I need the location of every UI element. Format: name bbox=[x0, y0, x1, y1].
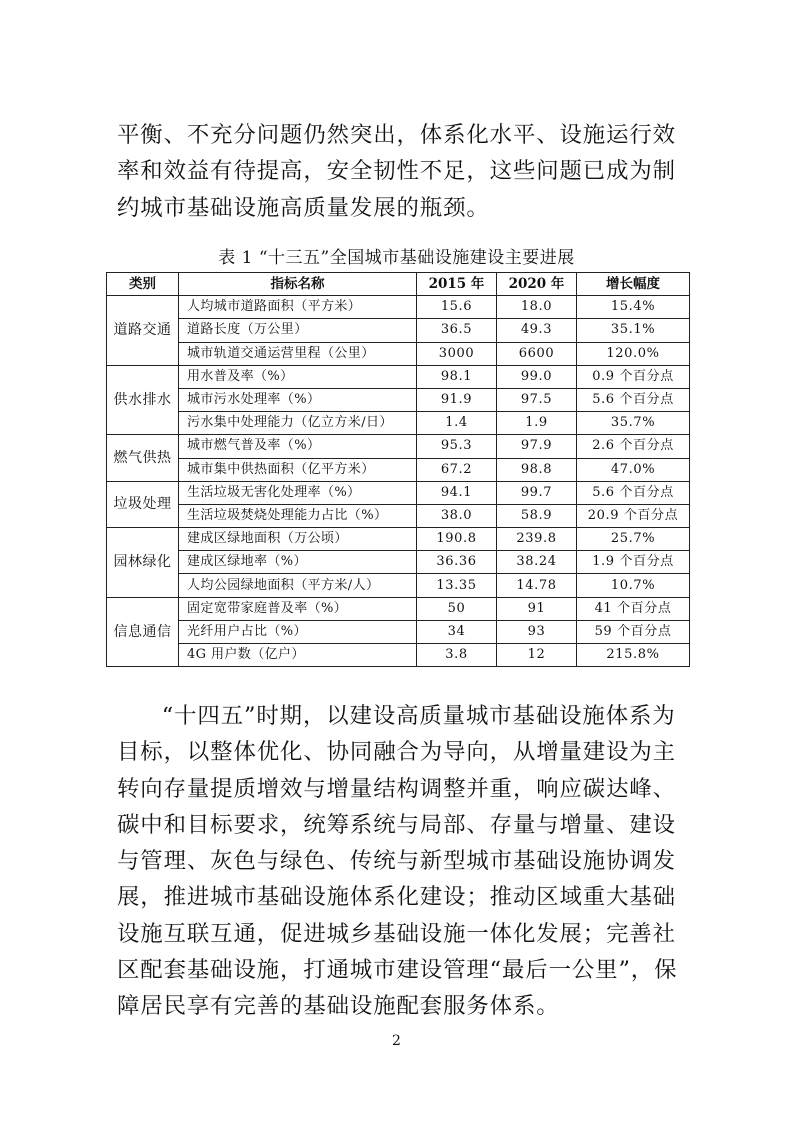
value-2015-cell: 91.9 bbox=[417, 388, 497, 411]
value-2015-cell: 50 bbox=[417, 597, 497, 620]
table-row bbox=[107, 551, 690, 574]
value-2015-cell: 34 bbox=[417, 620, 497, 643]
growth-cell: 25.7% bbox=[577, 528, 690, 551]
value-2015-cell: 36.36 bbox=[417, 551, 497, 574]
growth-cell: 41 个百分点 bbox=[577, 597, 690, 620]
value-2015-cell: 3000 bbox=[417, 342, 497, 365]
value-2020-cell: 38.24 bbox=[497, 551, 577, 574]
value-2020-cell: 18.0 bbox=[497, 296, 577, 319]
value-2020-cell: 93 bbox=[497, 620, 577, 643]
growth-cell: 35.1% bbox=[577, 319, 690, 342]
table-header-row bbox=[107, 273, 690, 296]
table-body bbox=[107, 296, 690, 667]
header-category: 类别 bbox=[107, 273, 179, 296]
value-2020-cell: 98.8 bbox=[497, 458, 577, 481]
indicator-name-cell: 建成区绿地面积（万公顷） bbox=[179, 528, 417, 551]
indicator-name-cell: 4G 用户数（亿户） bbox=[179, 644, 417, 667]
growth-cell: 1.9 个百分点 bbox=[577, 551, 690, 574]
value-2020-cell: 97.5 bbox=[497, 388, 577, 411]
table-row bbox=[107, 644, 690, 667]
indicator-name-cell: 城市污水处理率（%） bbox=[179, 388, 417, 411]
indicator-name-cell: 城市集中供热面积（亿平方米） bbox=[179, 458, 417, 481]
growth-cell: 5.6 个百分点 bbox=[577, 388, 690, 411]
header-2020: 2020 年 bbox=[497, 273, 577, 296]
table-row bbox=[107, 412, 690, 435]
value-2015-cell: 190.8 bbox=[417, 528, 497, 551]
value-2020-cell: 58.9 bbox=[497, 504, 577, 527]
header-growth: 增长幅度 bbox=[577, 273, 690, 296]
table-row bbox=[107, 319, 690, 342]
value-2015-cell: 95.3 bbox=[417, 435, 497, 458]
growth-cell: 10.7% bbox=[577, 574, 690, 597]
value-2015-cell: 98.1 bbox=[417, 365, 497, 388]
value-2020-cell: 6600 bbox=[497, 342, 577, 365]
value-2015-cell: 67.2 bbox=[417, 458, 497, 481]
indicator-name-cell: 固定宽带家庭普及率（%） bbox=[179, 597, 417, 620]
indicator-name-cell: 人均公园绿地面积（平方米/人） bbox=[179, 574, 417, 597]
growth-cell: 20.9 个百分点 bbox=[577, 504, 690, 527]
table-row bbox=[107, 296, 690, 319]
header-2015: 2015 年 bbox=[417, 273, 497, 296]
indicator-name-cell: 用水普及率（%） bbox=[179, 365, 417, 388]
table-row bbox=[107, 574, 690, 597]
growth-cell: 2.6 个百分点 bbox=[577, 435, 690, 458]
value-2015-cell: 13.35 bbox=[417, 574, 497, 597]
indicator-name-cell: 污水集中处理能力（亿立方米/日） bbox=[179, 412, 417, 435]
growth-cell: 59 个百分点 bbox=[577, 620, 690, 643]
indicator-name-cell: 城市轨道交通运营里程（公里） bbox=[179, 342, 417, 365]
category-cell: 供水排水 bbox=[107, 365, 179, 435]
growth-cell: 15.4% bbox=[577, 296, 690, 319]
indicator-name-cell: 人均城市道路面积（平方米） bbox=[179, 296, 417, 319]
indicator-name-cell: 生活垃圾焚烧处理能力占比（%） bbox=[179, 504, 417, 527]
indicator-name-cell: 光纤用户占比（%） bbox=[179, 620, 417, 643]
growth-cell: 120.0% bbox=[577, 342, 690, 365]
table-row bbox=[107, 597, 690, 620]
value-2015-cell: 1.4 bbox=[417, 412, 497, 435]
indicator-name-cell: 生活垃圾无害化处理率（%） bbox=[179, 481, 417, 504]
value-2020-cell: 99.0 bbox=[497, 365, 577, 388]
growth-cell: 5.6 个百分点 bbox=[577, 481, 690, 504]
value-2015-cell: 15.6 bbox=[417, 296, 497, 319]
growth-cell: 0.9 个百分点 bbox=[577, 365, 690, 388]
table-row bbox=[107, 458, 690, 481]
table-row bbox=[107, 342, 690, 365]
value-2020-cell: 97.9 bbox=[497, 435, 577, 458]
indicator-name-cell: 建成区绿地率（%） bbox=[179, 551, 417, 574]
value-2020-cell: 239.8 bbox=[497, 528, 577, 551]
main-paragraph: “十四五”时期，以建设高质量城市基础设施体系为目标，以整体优化、协同融合为导向，从增量建设为主转向存量提质增效与增量结构调整并重，响应碳达峰、碳中和目标要求，统筹系统与局部、存量与增量、建设与管理、灰色与绿色、传统与新型城市基础设施协调发展，推进城市基础设施体系化建设；推动区域重大基础设施互联互通，促进城乡基础设施一体化发展；完善社区配套基础设施，打通城市建设管理“最后一公里”，保障居民享有完善的基础设施配套服务体系。 bbox=[117, 703, 678, 1020]
table-row bbox=[107, 620, 690, 643]
table-row bbox=[107, 365, 690, 388]
table-row bbox=[107, 388, 690, 411]
value-2020-cell: 91 bbox=[497, 597, 577, 620]
table-row bbox=[107, 528, 690, 551]
intro-paragraph: 平衡、不充分问题仍然突出，体系化水平、设施运行效率和效益有待提高，安全韧性不足，这些问题已成为制约城市基础设施高质量发展的瓶颈。 bbox=[117, 122, 676, 221]
value-2020-cell: 12 bbox=[497, 644, 577, 667]
growth-cell: 47.0% bbox=[577, 458, 690, 481]
value-2015-cell: 3.8 bbox=[417, 644, 497, 667]
growth-cell: 35.7% bbox=[577, 412, 690, 435]
value-2020-cell: 99.7 bbox=[497, 481, 577, 504]
table-row bbox=[107, 435, 690, 458]
table-row bbox=[107, 504, 690, 527]
page-number: 2 bbox=[392, 1033, 401, 1049]
table-title: 表 1 “十三五”全国城市基础设施建设主要进展 bbox=[218, 248, 575, 268]
table-row bbox=[107, 481, 690, 504]
category-cell: 燃气供热 bbox=[107, 435, 179, 481]
header-indicator: 指标名称 bbox=[179, 273, 417, 296]
value-2020-cell: 49.3 bbox=[497, 319, 577, 342]
value-2015-cell: 94.1 bbox=[417, 481, 497, 504]
value-2015-cell: 36.5 bbox=[417, 319, 497, 342]
indicator-name-cell: 道路长度（万公里） bbox=[179, 319, 417, 342]
progress-table bbox=[106, 272, 690, 667]
value-2020-cell: 1.9 bbox=[497, 412, 577, 435]
category-cell: 园林绿化 bbox=[107, 528, 179, 598]
indicator-name-cell: 城市燃气普及率（%） bbox=[179, 435, 417, 458]
category-cell: 道路交通 bbox=[107, 296, 179, 366]
value-2015-cell: 38.0 bbox=[417, 504, 497, 527]
growth-cell: 215.8% bbox=[577, 644, 690, 667]
category-cell: 信息通信 bbox=[107, 597, 179, 667]
category-cell: 垃圾处理 bbox=[107, 481, 179, 527]
value-2020-cell: 14.78 bbox=[497, 574, 577, 597]
